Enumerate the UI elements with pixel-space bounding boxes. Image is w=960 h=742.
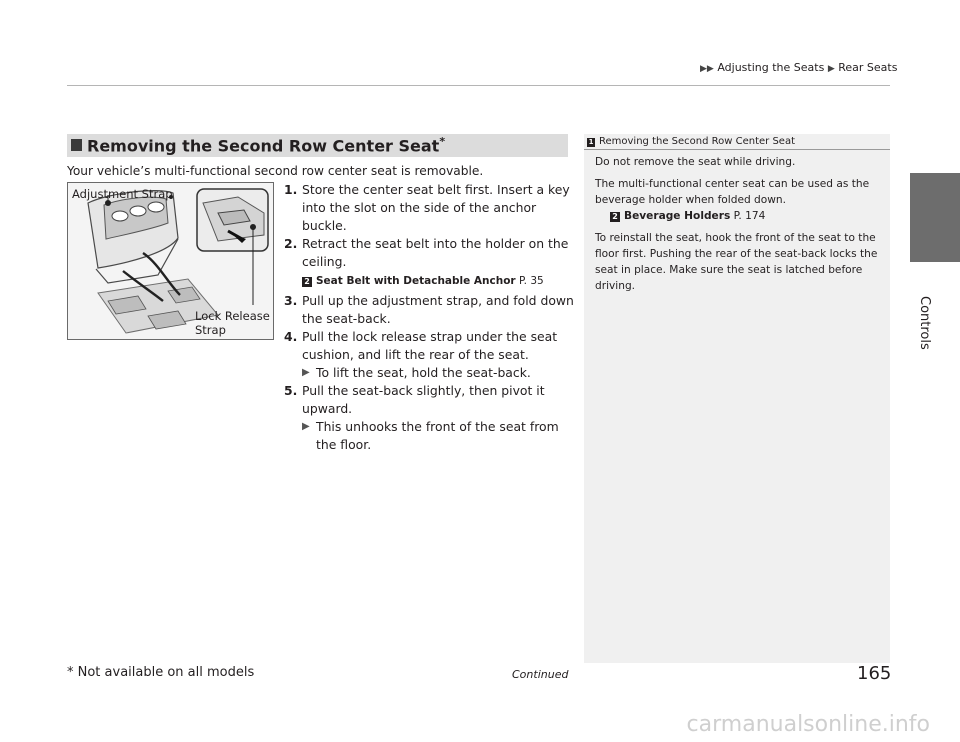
steps-list bbox=[284, 181, 574, 454]
reference-page: P. 174 bbox=[733, 210, 766, 222]
breadcrumb-arrow-icon: ▶▶ bbox=[700, 64, 714, 74]
step-text: Pull the seat-back slightly, then pivot it upward. bbox=[302, 383, 545, 416]
step-4-result bbox=[302, 364, 574, 382]
breadcrumb bbox=[700, 61, 898, 74]
result-text: This unhooks the front of the seat from the floor. bbox=[316, 419, 559, 452]
breadcrumb-arrow-icon: ▶ bbox=[827, 64, 835, 74]
step-number: 1. bbox=[284, 182, 298, 197]
section-title bbox=[87, 135, 445, 155]
watermark: carmanualsonline.info bbox=[686, 712, 930, 737]
reference-title[interactable]: Beverage Holders bbox=[624, 210, 731, 222]
section-intro: Your vehicle’s multi-functional second row center seat is removable. bbox=[67, 164, 484, 178]
step-text: Pull the lock release strap under the seat cushion, and lift the rear of the seat. bbox=[302, 329, 558, 362]
section-bullet-icon bbox=[71, 139, 82, 151]
reference-arrow-icon: 2 bbox=[610, 212, 620, 222]
chapter-tab bbox=[910, 173, 960, 262]
note-marker-icon: 1 bbox=[588, 138, 594, 146]
step-text: Retract the seat belt into the holder on the ceiling. bbox=[302, 236, 569, 269]
note-paragraph: Do not remove the seat while driving. bbox=[595, 156, 796, 168]
section-title-text: Removing the Second Row Center Seat bbox=[87, 136, 440, 156]
header-divider bbox=[67, 85, 890, 86]
breadcrumb-item-adjusting-seats[interactable]: Adjusting the Seats bbox=[717, 61, 825, 74]
step-3 bbox=[284, 292, 574, 328]
availability-marker: * bbox=[439, 135, 446, 148]
step-number: 4. bbox=[284, 329, 298, 344]
reference-title[interactable]: Seat Belt with Detachable Anchor bbox=[316, 275, 516, 287]
cross-reference-seat-belt[interactable] bbox=[302, 272, 574, 290]
step-1 bbox=[284, 181, 574, 235]
seat-illustration bbox=[67, 182, 274, 340]
cross-reference-beverage-holders[interactable] bbox=[595, 208, 885, 224]
label-adjustment-strap: Adjustment Strap bbox=[72, 187, 173, 201]
page-number: 165 bbox=[857, 663, 892, 684]
step-number: 5. bbox=[284, 383, 298, 398]
step-number: 2. bbox=[284, 236, 298, 251]
chapter-label-text: Controls bbox=[917, 296, 932, 350]
side-note-divider bbox=[584, 149, 890, 150]
note-paragraph: To reinstall the seat, hook the front of the seat to the floor first. Pushing the rear of the seat-back locks the seat in place. Make sure the seat is latched before driving. bbox=[595, 232, 878, 292]
side-note-body bbox=[595, 154, 885, 300]
reference-page: P. 35 bbox=[518, 275, 544, 287]
continued-label: Continued bbox=[512, 668, 569, 681]
side-note-heading-text: Removing the Second Row Center Seat bbox=[599, 136, 796, 147]
reference-arrow-icon: 2 bbox=[302, 277, 312, 287]
step-number: 3. bbox=[284, 293, 298, 308]
step-4 bbox=[284, 328, 574, 382]
step-2 bbox=[284, 235, 574, 271]
result-arrow-icon: ▶ bbox=[302, 421, 310, 432]
step-5 bbox=[284, 382, 574, 454]
side-note-heading bbox=[587, 136, 795, 147]
note-paragraph: The multi-functional center seat can be used as the beverage holder when folded down. bbox=[595, 178, 870, 206]
result-text: To lift the seat, hold the seat-back. bbox=[316, 365, 531, 380]
label-lock-release-2: Strap bbox=[195, 323, 226, 337]
availability-footnote: * Not available on all models bbox=[67, 665, 255, 680]
step-text: Store the center seat belt first. Insert a key into the slot on the side of the anchor buckle. bbox=[302, 182, 570, 233]
chapter-label bbox=[902, 296, 946, 350]
result-arrow-icon: ▶ bbox=[302, 367, 310, 378]
breadcrumb-item-rear-seats[interactable]: Rear Seats bbox=[838, 61, 898, 74]
step-text: Pull up the adjustment strap, and fold down the seat-back. bbox=[302, 293, 574, 326]
step-5-result bbox=[302, 418, 574, 454]
label-lock-release-1: Lock Release bbox=[195, 309, 270, 323]
